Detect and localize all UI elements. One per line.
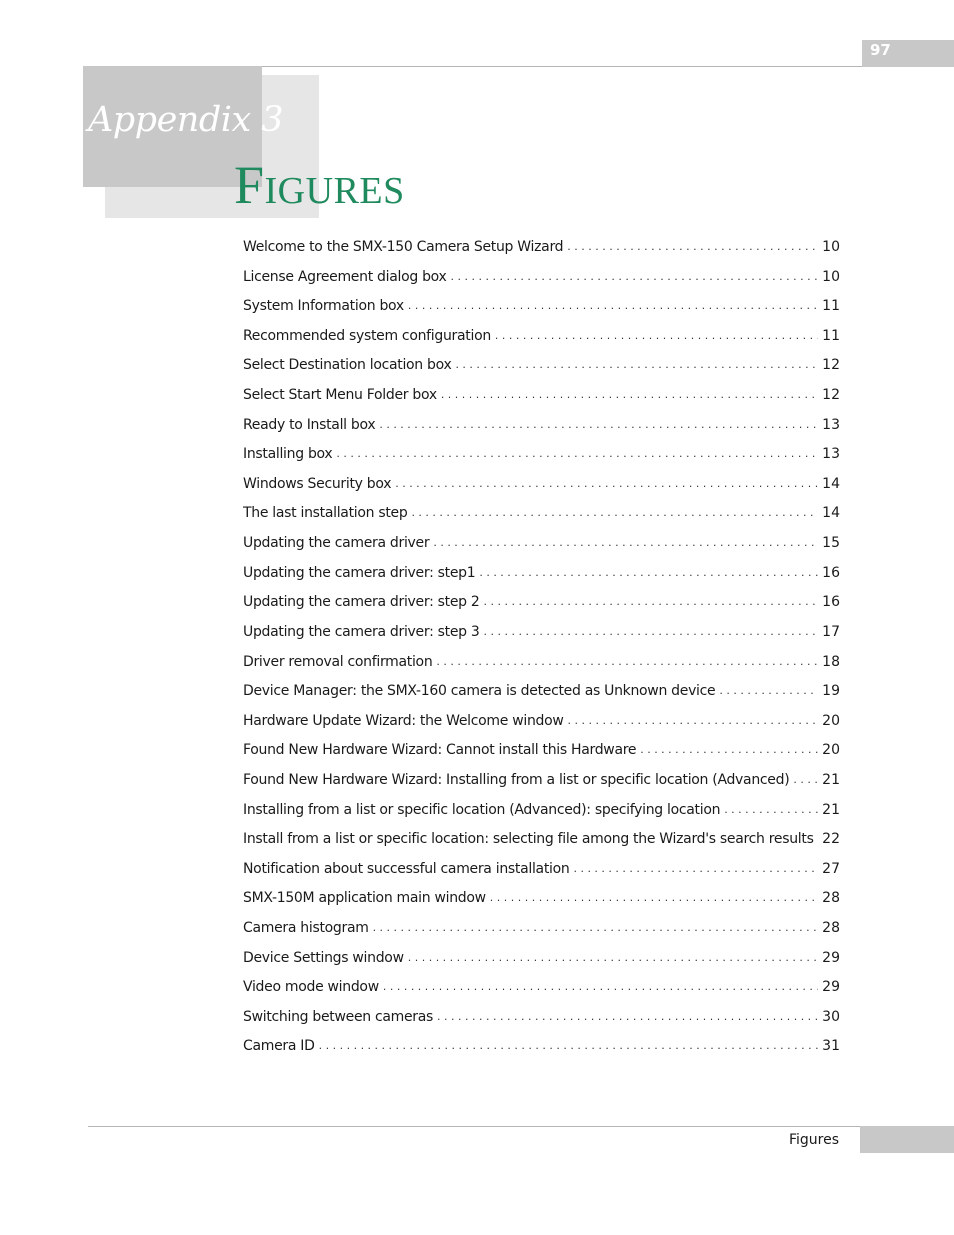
toc-entry[interactable] (243, 829, 840, 859)
toc-entry-page: 16 (818, 592, 840, 612)
toc-dot-leader (319, 1036, 819, 1056)
page-number: 97 (870, 41, 891, 59)
toc-entry-page: 21 (818, 770, 840, 790)
toc-entry[interactable] (243, 533, 840, 563)
toc-entry[interactable] (243, 859, 840, 889)
toc-entry-label: Select Start Menu Folder box (243, 387, 437, 404)
toc-entry-label: Video mode window (243, 979, 379, 996)
toc-dot-leader (573, 859, 818, 879)
toc-entry[interactable] (243, 237, 840, 267)
toc-entry-page: 19 (818, 681, 840, 701)
toc-entry-page: 29 (818, 948, 840, 968)
toc-entry-page: 18 (818, 652, 840, 672)
toc-entry-page: 20 (818, 740, 840, 760)
toc-dot-leader (568, 711, 819, 731)
toc-entry-label: Updating the camera driver (243, 535, 430, 552)
toc-entry-page: 27 (818, 859, 840, 879)
toc-entry-label: Notification about successful camera installation (243, 860, 570, 877)
toc-entry[interactable] (243, 267, 840, 297)
toc-entry-page: 30 (818, 1007, 840, 1027)
toc-entry[interactable] (243, 503, 840, 533)
toc-entry[interactable] (243, 1036, 840, 1066)
toc-entry-page: 13 (818, 415, 840, 435)
toc-entry[interactable] (243, 740, 840, 770)
toc-dot-leader (724, 800, 818, 820)
toc-entry[interactable] (243, 355, 840, 385)
toc-dot-leader (433, 533, 818, 553)
footer-tab (860, 1126, 954, 1153)
toc-entry-label: License Agreement dialog box (243, 268, 447, 285)
toc-dot-leader (336, 444, 818, 464)
appendix-label: Appendix 3 (88, 100, 284, 140)
toc-dot-leader (495, 326, 818, 346)
toc-entry[interactable] (243, 800, 840, 830)
toc-entry-page: 13 (818, 444, 840, 464)
toc-entry-page: 14 (818, 503, 840, 523)
toc-entry[interactable] (243, 622, 840, 652)
toc-entry-label: Installing from a list or specific location (Advanced): specifying location (243, 801, 721, 818)
toc-dot-leader (408, 296, 818, 316)
toc-entry[interactable] (243, 681, 840, 711)
toc-entry[interactable] (243, 888, 840, 918)
toc-entry[interactable] (243, 474, 840, 504)
figures-list (243, 237, 840, 1066)
toc-dot-leader (719, 681, 818, 701)
toc-entry-label: Camera histogram (243, 920, 369, 937)
footer-section-label: Figures (788, 1132, 839, 1148)
toc-dot-leader (383, 977, 818, 997)
toc-entry-label: Select Destination location box (243, 357, 452, 374)
toc-entry-label: Found New Hardware Wizard: Cannot install this Hardware (243, 742, 637, 759)
toc-entry-page: 17 (818, 622, 840, 642)
toc-dot-leader (379, 415, 818, 435)
toc-dot-leader (437, 1007, 818, 1027)
toc-entry-page: 11 (818, 326, 840, 346)
toc-entry[interactable] (243, 770, 840, 800)
toc-entry-page: 10 (818, 267, 840, 287)
toc-entry-page: 15 (818, 533, 840, 553)
toc-entry-page: 22 (818, 829, 840, 849)
toc-entry[interactable] (243, 415, 840, 445)
toc-entry-page: 21 (818, 800, 840, 820)
toc-entry-label: Camera ID (243, 1038, 315, 1055)
toc-entry-page: 11 (818, 296, 840, 316)
toc-entry[interactable] (243, 1007, 840, 1037)
toc-entry[interactable] (243, 592, 840, 622)
toc-entry-label: System Information box (243, 298, 404, 315)
toc-entry-page: 20 (818, 711, 840, 731)
toc-entry[interactable] (243, 948, 840, 978)
toc-dot-leader (567, 237, 818, 257)
toc-entry-label: Welcome to the SMX-150 Camera Setup Wizard (243, 239, 564, 255)
toc-dot-leader (640, 740, 818, 760)
toc-entry-page: 12 (818, 385, 840, 405)
toc-entry[interactable] (243, 977, 840, 1007)
toc-dot-leader (395, 474, 818, 494)
toc-dot-leader (793, 770, 818, 790)
toc-entry-label: Device Settings window (243, 949, 404, 966)
toc-entry-page: 29 (818, 977, 840, 997)
toc-entry-label: Recommended system configuration (243, 327, 491, 344)
toc-entry-label: Device Manager: the SMX-160 camera is detected as Unknown device (243, 683, 716, 700)
toc-entry-label: Windows Security box (243, 475, 392, 492)
toc-dot-leader (408, 948, 818, 968)
toc-entry[interactable] (243, 711, 840, 741)
toc-entry-label: Install from a list or specific location: selecting file among the Wizard's search results (243, 831, 814, 848)
toc-entry-label: SMX-150M application main window (243, 890, 486, 907)
toc-entry-label: Hardware Update Wizard: the Welcome window (243, 712, 564, 729)
toc-entry[interactable] (243, 296, 840, 326)
toc-dot-leader (483, 622, 818, 642)
toc-dot-leader (479, 563, 818, 583)
toc-entry-page: 12 (818, 355, 840, 375)
footer-rule (88, 1126, 862, 1127)
toc-entry-label: Switching between cameras (243, 1008, 434, 1025)
toc-dot-leader (490, 888, 818, 908)
toc-entry-page: 28 (818, 888, 840, 908)
toc-entry-page: 16 (818, 563, 840, 583)
chapter-title: Figures (234, 155, 405, 215)
toc-entry-label: Driver removal confirmation (243, 653, 433, 670)
toc-dot-leader (455, 355, 818, 375)
toc-entry-label: Updating the camera driver: step 2 (243, 594, 480, 611)
toc-dot-leader (451, 267, 819, 287)
toc-dot-leader (441, 385, 818, 405)
toc-entry[interactable] (243, 444, 840, 474)
toc-entry[interactable] (243, 385, 840, 415)
toc-dot-leader (373, 918, 819, 938)
toc-dot-leader (411, 503, 818, 523)
toc-dot-leader (483, 592, 818, 612)
toc-entry-page: 10 (818, 237, 840, 257)
toc-entry-label: Found New Hardware Wizard: Installing from a list or specific location (Advanced) (243, 771, 790, 788)
toc-entry-label: The last installation step (243, 505, 408, 522)
toc-entry-page: 28 (818, 918, 840, 938)
toc-entry-label: Ready to Install box (243, 416, 376, 433)
toc-entry-label: Installing box (243, 446, 333, 463)
toc-entry-label: Updating the camera driver: step1 (243, 564, 476, 581)
toc-entry-label: Updating the camera driver: step 3 (243, 623, 480, 640)
toc-entry[interactable] (243, 652, 840, 682)
toc-entry[interactable] (243, 326, 840, 356)
toc-entry-page: 14 (818, 474, 840, 494)
toc-dot-leader (436, 652, 818, 672)
toc-entry[interactable] (243, 563, 840, 593)
toc-entry[interactable] (243, 918, 840, 948)
toc-entry-page: 31 (818, 1036, 840, 1056)
